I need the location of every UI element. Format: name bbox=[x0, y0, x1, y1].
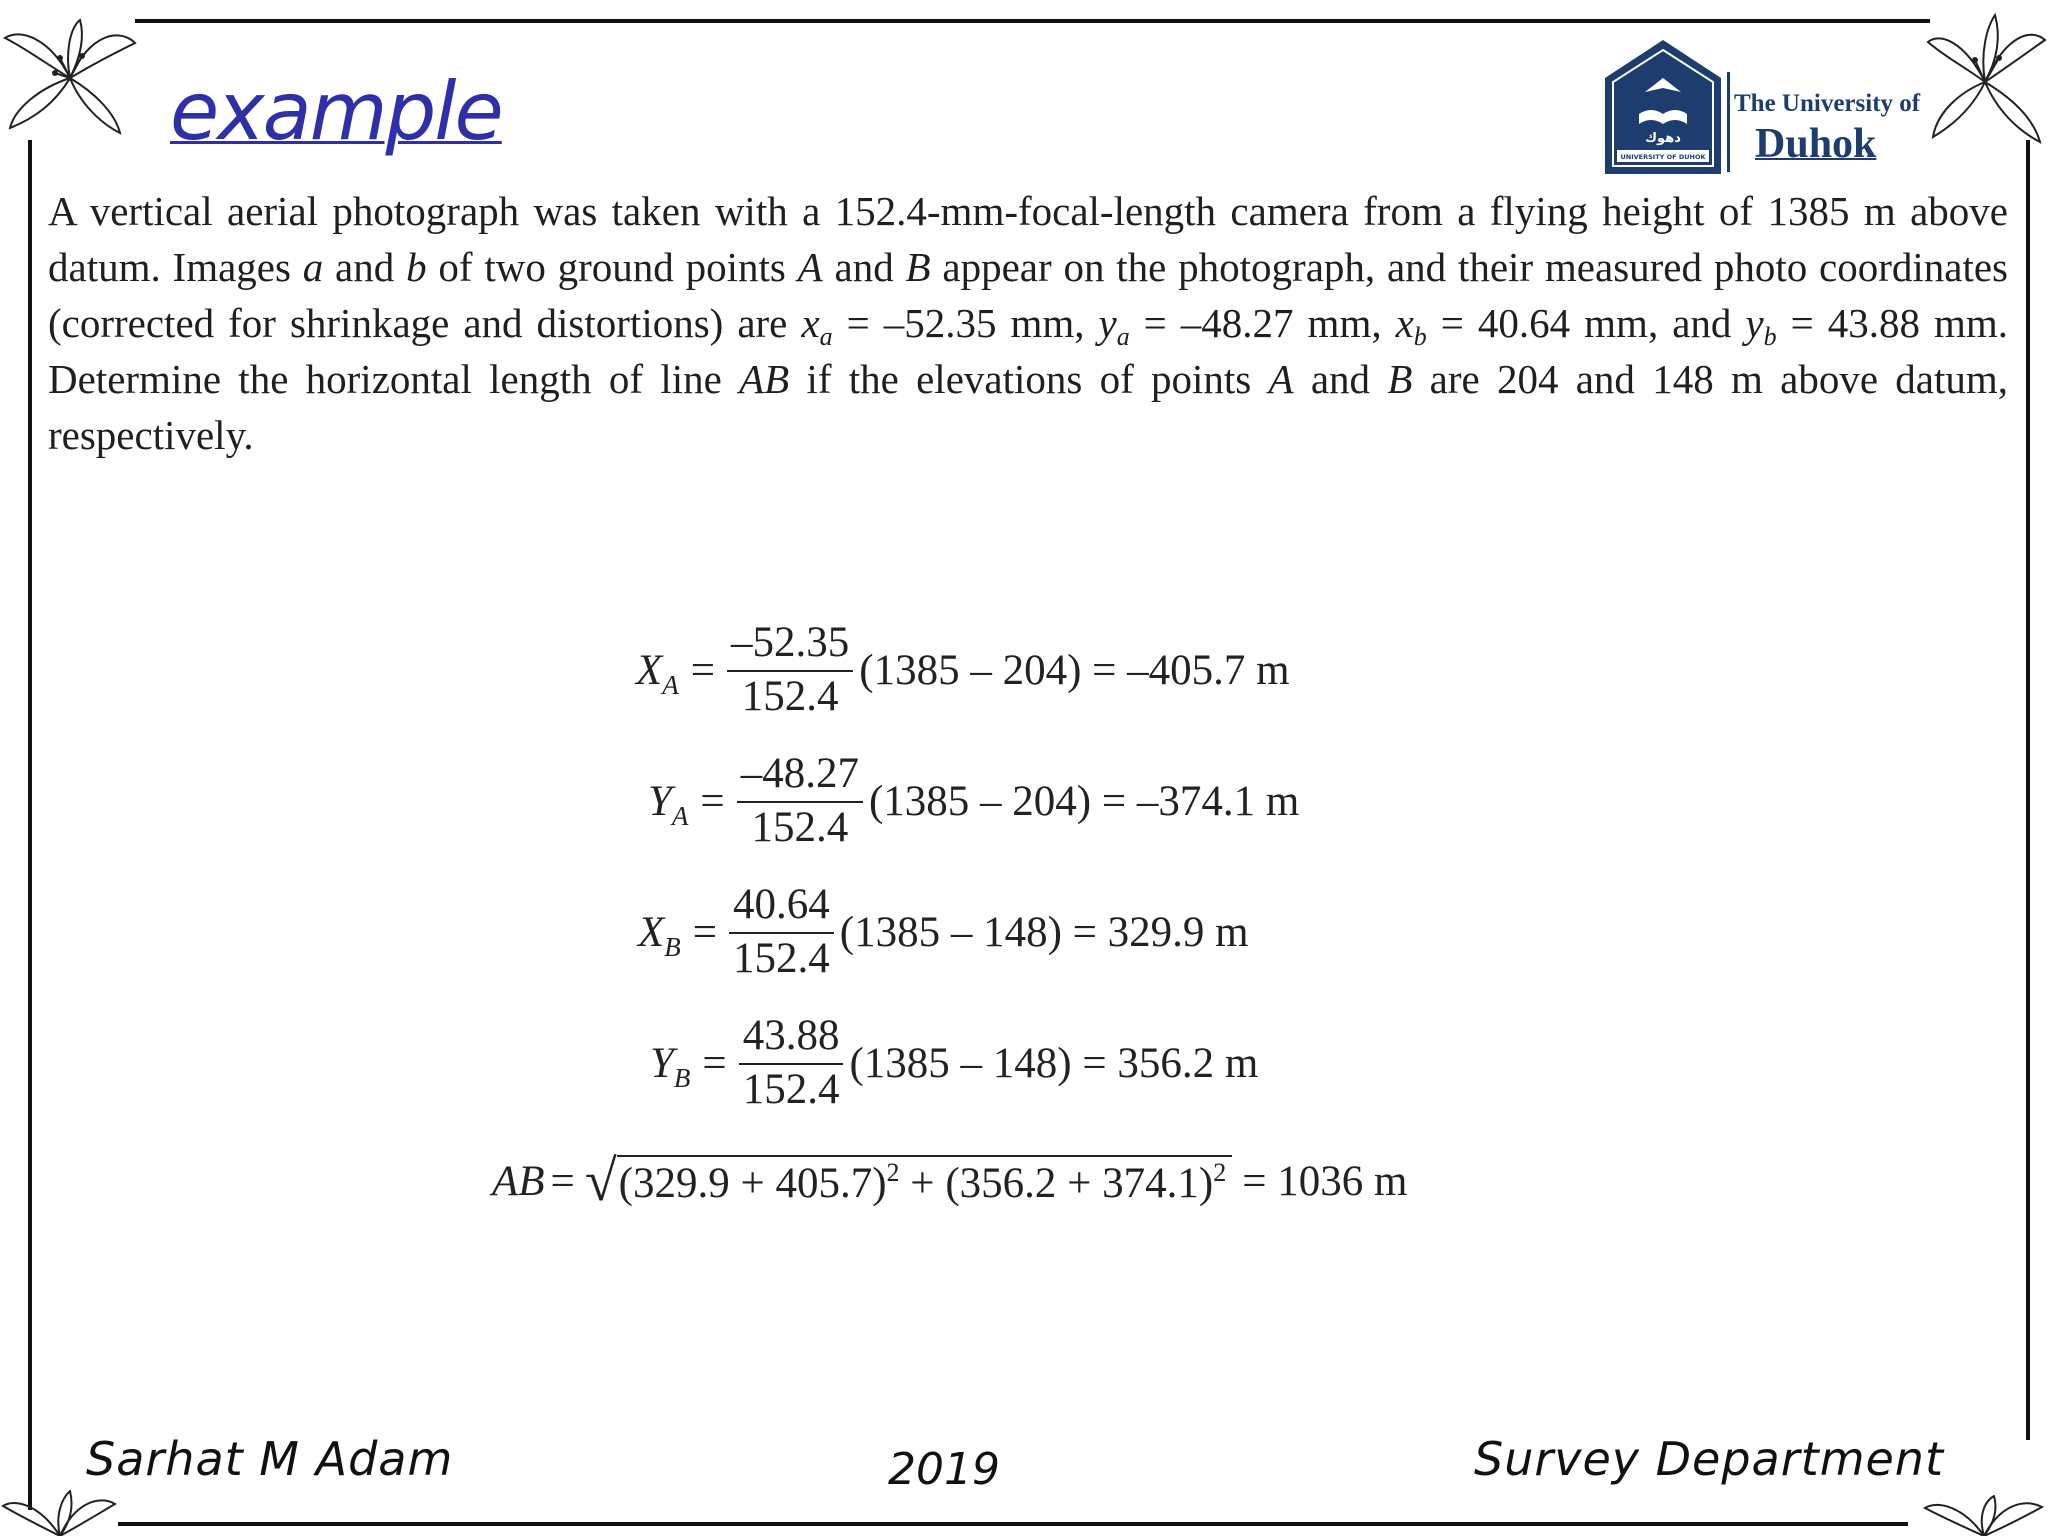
square-root-icon: √ bbox=[584, 1148, 617, 1213]
logo-divider bbox=[1727, 72, 1730, 172]
lily-ornament-bottom-left bbox=[0, 1490, 120, 1536]
equation-xa: $X_A$ = $\frac{-52.35}{152.4}$ (1385 – 204) = –405.7 m bbox=[636, 619, 1290, 720]
footer-department: Survey Department bbox=[1474, 1432, 1944, 1486]
equation-rhs: (1385 – 204) = –374.1 m bbox=[868, 777, 1300, 825]
equation-rhs: (1385 – 148) = 356.2 m bbox=[849, 1039, 1259, 1087]
svg-text:UNIVERSITY OF DUHOK: UNIVERSITY OF DUHOK bbox=[1620, 153, 1706, 161]
university-emblem bbox=[1603, 38, 1723, 176]
fraction-denominator: 152.4 bbox=[741, 673, 839, 720]
lily-ornament-bottom-right bbox=[1920, 1495, 2048, 1536]
footer-year: 2019 bbox=[888, 1444, 1000, 1495]
right-border-line bbox=[2026, 140, 2030, 1440]
fraction-denominator: 152.4 bbox=[733, 935, 830, 982]
university-name-line2: Duhok bbox=[1755, 121, 1877, 167]
equation-rhs: (1385 – 148) = 329.9 m bbox=[839, 908, 1249, 956]
problem-statement: A vertical aerial photograph was taken with a 152.4-mm-focal-length camera from a flying height of 1385 m above datum. Images a and b of two ground points A and B appear on the photograph, and their measured photo coordinates (corrected for shrinkage and distortions) are $x_a = -52.35$ mm, $y_a = -48.27$ mm, $x_b = 40.64$ mm, and $y_b = 43.88$ mm. Determine the horizontal length of line AB if the elevations of points A and B are 204 and 148 m above datum, respectively. bbox=[48, 188, 2009, 458]
equation-result: = 1036 m bbox=[1242, 1157, 1408, 1205]
fraction-numerator: 40.64 bbox=[729, 880, 834, 934]
lily-ornament-top-right bbox=[1925, 12, 2048, 147]
slide-title: example bbox=[170, 65, 502, 158]
bottom-border-line bbox=[118, 1522, 1908, 1526]
radicand: $(329.9 + 405.7)^2 + (356.2 + 374.1)^2$ bbox=[617, 1155, 1233, 1208]
top-border-line bbox=[135, 19, 1930, 23]
equation-xb: $X_B$ = $\frac{40.64}{152.4}$ (1385 – 148) = 329.9 m bbox=[638, 881, 1249, 982]
equation-yb: $Y_B$ = $\frac{43.88}{152.4}$ (1385 – 148) = 356.2 m bbox=[650, 1012, 1259, 1113]
fraction-numerator: –48.27 bbox=[737, 749, 863, 803]
fraction-denominator: 152.4 bbox=[751, 804, 849, 851]
left-border-line bbox=[28, 140, 32, 1510]
footer-author: Sarhat M Adam bbox=[86, 1432, 454, 1486]
equation-ya: $Y_A$ = $\frac{-48.27}{152.4}$ (1385 – 204) = –374.1 m bbox=[648, 750, 1300, 851]
fraction-denominator: 152.4 bbox=[742, 1066, 840, 1113]
equation-rhs: (1385 – 204) = –405.7 m bbox=[859, 646, 1290, 694]
lily-ornament-top-left bbox=[0, 18, 140, 138]
fraction-numerator: 43.88 bbox=[739, 1011, 844, 1065]
university-name-line1: The University of bbox=[1734, 90, 1921, 117]
fraction-numerator: –52.35 bbox=[727, 618, 853, 672]
svg-text:دهوك: دهوك bbox=[1645, 131, 1681, 146]
equation-ab-length: AB = √ $(329.9 + 405.7)^2 + (356.2 + 374.1)^2$ = 1036 m bbox=[492, 1148, 1408, 1213]
